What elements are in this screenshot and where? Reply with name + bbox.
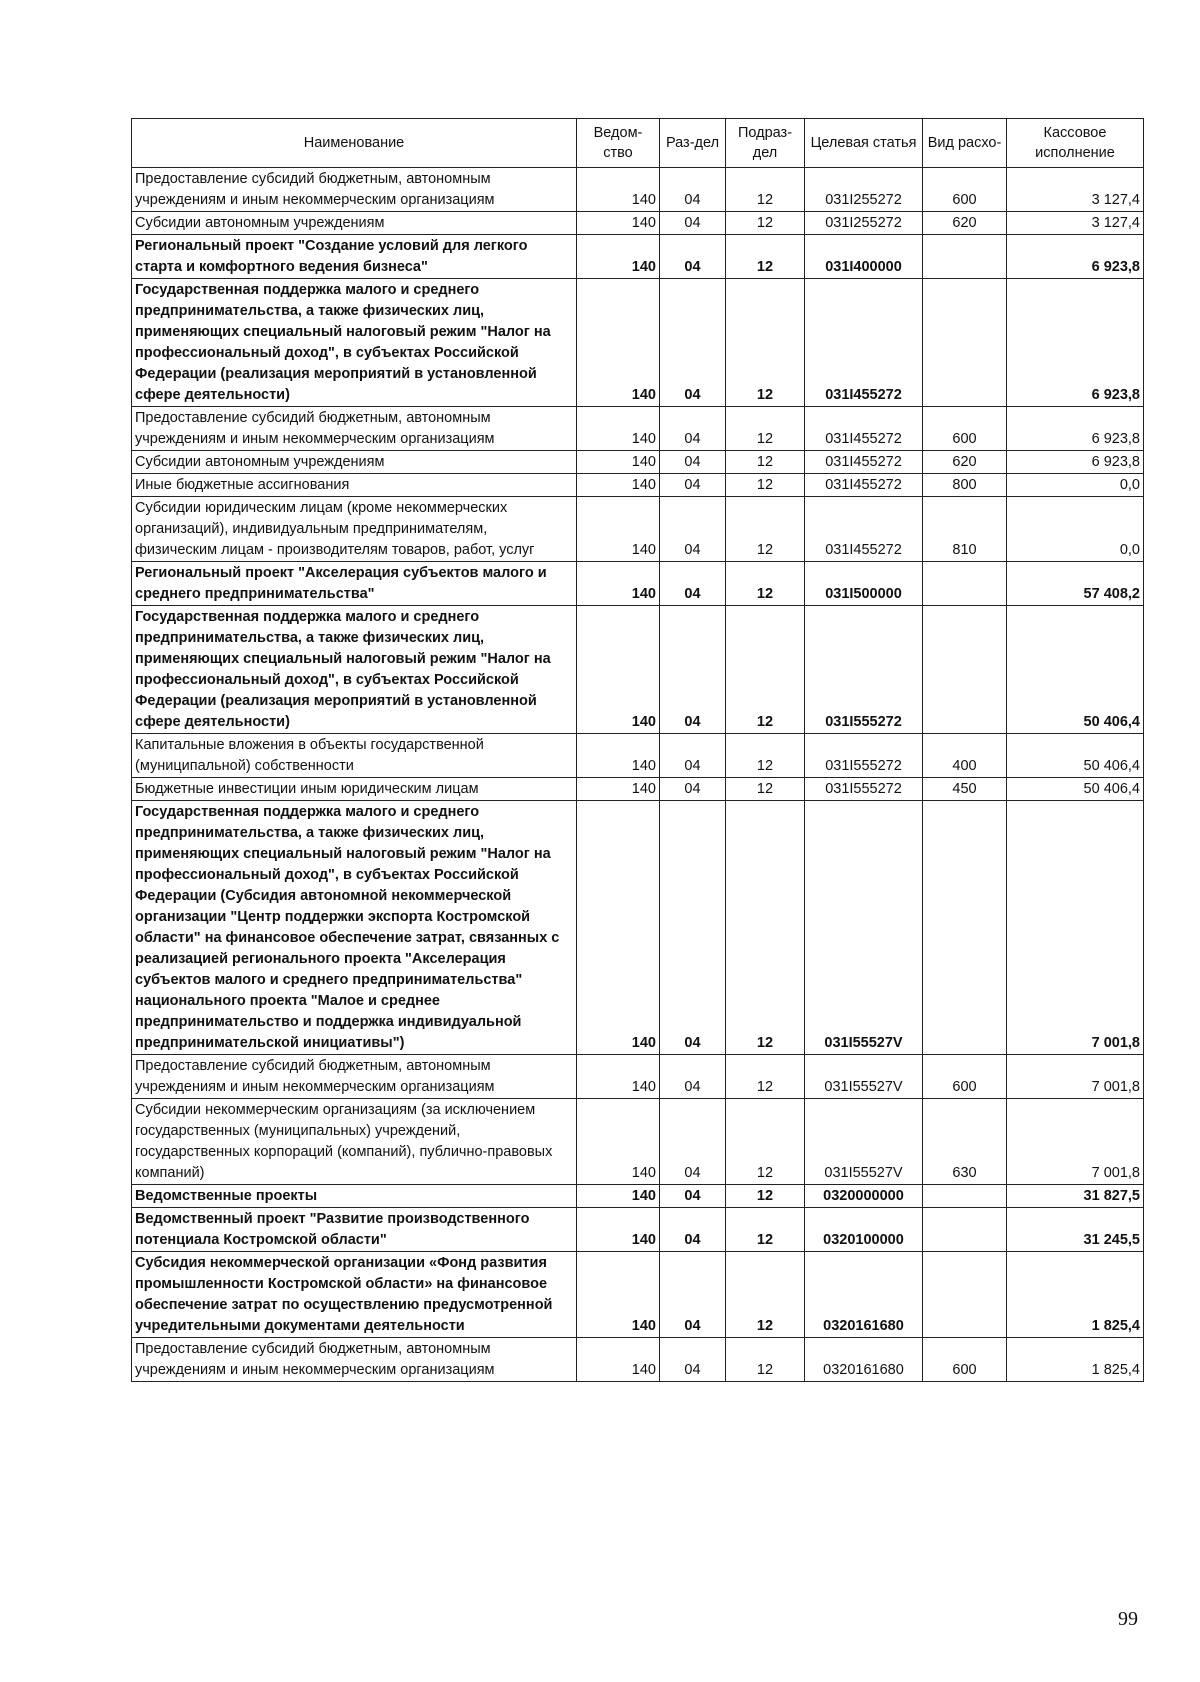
cell-name: Государственная поддержка малого и среднего предпринимательства, а также физических лиц, применяющих специальный налоговый режим "Налог на профессиональный доход", в субъектах Российской Федерации (реализация мероприятий в установленной сфере деятельности): [132, 606, 577, 734]
cell-cash-execution: 1 825,4: [1007, 1338, 1144, 1382]
page-number: 99: [1118, 1608, 1138, 1630]
table-row: [132, 235, 1144, 279]
cell-cash-execution: 6 923,8: [1007, 407, 1144, 451]
cell-ved: 140: [577, 1338, 660, 1382]
table-row: [132, 407, 1144, 451]
cell-ved: 140: [577, 801, 660, 1055]
table-header-row: [132, 119, 1144, 168]
cell-ved: 140: [577, 606, 660, 734]
cell-target-article: 031I555272: [805, 606, 923, 734]
cell-target-article: 031I55527V: [805, 1099, 923, 1185]
cell-cash-execution: 0,0: [1007, 474, 1144, 497]
header-target-article: Целевая статья: [805, 119, 923, 168]
cell-podrazdel: 12: [726, 212, 805, 235]
cell-name: Субсидии некоммерческим организациям (за исключением государственных (муниципальных) учреждений, государственных корпораций (компаний), публично-правовых компаний): [132, 1099, 577, 1185]
cell-razdel: 04: [660, 1099, 726, 1185]
cell-name: Региональный проект "Создание условий для легкого старта и комфортного ведения бизнеса": [132, 235, 577, 279]
cell-expense-type: 620: [923, 451, 1007, 474]
cell-ved: 140: [577, 212, 660, 235]
cell-ved: 140: [577, 1252, 660, 1338]
cell-podrazdel: 12: [726, 778, 805, 801]
cell-razdel: 04: [660, 562, 726, 606]
cell-cash-execution: 7 001,8: [1007, 801, 1144, 1055]
cell-cash-execution: 6 923,8: [1007, 235, 1144, 279]
cell-cash-execution: 3 127,4: [1007, 212, 1144, 235]
cell-podrazdel: 12: [726, 474, 805, 497]
cell-name: Ведомственные проекты: [132, 1185, 577, 1208]
cell-name: Капитальные вложения в объекты государственной (муниципальной) собственности: [132, 734, 577, 778]
cell-ved: 140: [577, 1099, 660, 1185]
cell-cash-execution: 7 001,8: [1007, 1055, 1144, 1099]
table-row: [132, 1338, 1144, 1382]
table-row: [132, 1208, 1144, 1252]
header-name: Наименование: [132, 119, 577, 168]
cell-name: Субсидии автономным учреждениям: [132, 451, 577, 474]
cell-expense-type: [923, 606, 1007, 734]
cell-name: Предоставление субсидий бюджетным, автономным учреждениям и иным некоммерческим организациям: [132, 168, 577, 212]
cell-target-article: 031I255272: [805, 168, 923, 212]
cell-cash-execution: 0,0: [1007, 497, 1144, 562]
cell-cash-execution: 50 406,4: [1007, 734, 1144, 778]
cell-target-article: 031I455272: [805, 279, 923, 407]
cell-expense-type: [923, 279, 1007, 407]
cell-expense-type: [923, 1185, 1007, 1208]
table-row: [132, 778, 1144, 801]
table-row: [132, 474, 1144, 497]
cell-razdel: 04: [660, 279, 726, 407]
cell-name: Бюджетные инвестиции иным юридическим лицам: [132, 778, 577, 801]
cell-cash-execution: 57 408,2: [1007, 562, 1144, 606]
cell-cash-execution: 7 001,8: [1007, 1099, 1144, 1185]
cell-ved: 140: [577, 474, 660, 497]
cell-expense-type: [923, 235, 1007, 279]
cell-razdel: 04: [660, 1252, 726, 1338]
cell-podrazdel: 12: [726, 734, 805, 778]
cell-ved: 140: [577, 497, 660, 562]
cell-podrazdel: 12: [726, 279, 805, 407]
cell-razdel: 04: [660, 801, 726, 1055]
table-row: [132, 1252, 1144, 1338]
cell-ved: 140: [577, 562, 660, 606]
cell-ved: 140: [577, 279, 660, 407]
cell-target-article: 031I400000: [805, 235, 923, 279]
cell-podrazdel: 12: [726, 1252, 805, 1338]
cell-expense-type: 600: [923, 1338, 1007, 1382]
header-cash-execution: Кассовое исполнение: [1007, 119, 1144, 168]
cell-name: Субсидия некоммерческой организации «Фонд развития промышленности Костромской области» на финансовое обеспечение затрат по осуществлению предусмотренной учредительными документами деятельности: [132, 1252, 577, 1338]
cell-target-article: 031I555272: [805, 778, 923, 801]
cell-cash-execution: 31 827,5: [1007, 1185, 1144, 1208]
header-razdel: Раз-дел: [660, 119, 726, 168]
cell-razdel: 04: [660, 407, 726, 451]
cell-razdel: 04: [660, 497, 726, 562]
cell-podrazdel: 12: [726, 168, 805, 212]
table-row: [132, 168, 1144, 212]
cell-cash-execution: 50 406,4: [1007, 778, 1144, 801]
cell-target-article: 0320000000: [805, 1185, 923, 1208]
budget-table: [131, 118, 1144, 1382]
cell-razdel: 04: [660, 168, 726, 212]
cell-name: Региональный проект "Акселерация субъектов малого и среднего предпринимательства": [132, 562, 577, 606]
cell-podrazdel: 12: [726, 1099, 805, 1185]
cell-cash-execution: 6 923,8: [1007, 451, 1144, 474]
table-row: [132, 451, 1144, 474]
table-row: [132, 1185, 1144, 1208]
table-row: [132, 1055, 1144, 1099]
cell-name: Государственная поддержка малого и среднего предпринимательства, а также физических лиц, применяющих специальный налоговый режим "Налог на профессиональный доход", в субъектах Российской Федерации (реализация мероприятий в установленной сфере деятельности): [132, 279, 577, 407]
cell-podrazdel: 12: [726, 1055, 805, 1099]
table-row: [132, 734, 1144, 778]
cell-name: Иные бюджетные ассигнования: [132, 474, 577, 497]
cell-ved: 140: [577, 407, 660, 451]
cell-podrazdel: 12: [726, 1338, 805, 1382]
table-row: [132, 801, 1144, 1055]
cell-expense-type: [923, 1252, 1007, 1338]
cell-expense-type: 600: [923, 407, 1007, 451]
cell-ved: 140: [577, 235, 660, 279]
cell-expense-type: 800: [923, 474, 1007, 497]
cell-ved: 140: [577, 1185, 660, 1208]
header-podrazdel: Подраз-дел: [726, 119, 805, 168]
cell-name: Предоставление субсидий бюджетным, автономным учреждениям и иным некоммерческим организациям: [132, 1338, 577, 1382]
cell-podrazdel: 12: [726, 1185, 805, 1208]
cell-podrazdel: 12: [726, 407, 805, 451]
cell-razdel: 04: [660, 1208, 726, 1252]
table-row: [132, 279, 1144, 407]
cell-razdel: 04: [660, 474, 726, 497]
cell-target-article: 0320161680: [805, 1338, 923, 1382]
cell-name: Государственная поддержка малого и среднего предпринимательства, а также физических лиц, применяющих специальный налоговый режим "Налог на профессиональный доход", в субъектах Российской Федерации (Субсидия автономной некоммерческой организации "Центр поддержки экспорта Костромской области" на финансовое обеспечение затрат, связанных с реализацией регионального проекта "Акселерация субъектов малого и среднего предпринимательства" национального проекта "Малое и среднее предпринимательство и поддержка индивидуальной предпринимательской инициативы"): [132, 801, 577, 1055]
cell-target-article: 031I55527V: [805, 1055, 923, 1099]
cell-razdel: 04: [660, 778, 726, 801]
cell-cash-execution: 1 825,4: [1007, 1252, 1144, 1338]
table-row: [132, 1099, 1144, 1185]
cell-name: Субсидии юридическим лицам (кроме некоммерческих организаций), индивидуальным предпринимателям, физическим лицам - производителям товаров, работ, услуг: [132, 497, 577, 562]
cell-expense-type: 400: [923, 734, 1007, 778]
cell-target-article: 031I55527V: [805, 801, 923, 1055]
cell-ved: 140: [577, 451, 660, 474]
cell-podrazdel: 12: [726, 801, 805, 1055]
cell-razdel: 04: [660, 235, 726, 279]
cell-podrazdel: 12: [726, 451, 805, 474]
cell-target-article: 031I255272: [805, 212, 923, 235]
cell-podrazdel: 12: [726, 1208, 805, 1252]
cell-podrazdel: 12: [726, 497, 805, 562]
cell-expense-type: [923, 801, 1007, 1055]
cell-cash-execution: 3 127,4: [1007, 168, 1144, 212]
cell-ved: 140: [577, 168, 660, 212]
cell-expense-type: 600: [923, 168, 1007, 212]
header-expense-type: Вид расхо-: [923, 119, 1007, 168]
cell-expense-type: [923, 1208, 1007, 1252]
cell-cash-execution: 6 923,8: [1007, 279, 1144, 407]
cell-razdel: 04: [660, 451, 726, 474]
cell-expense-type: 600: [923, 1055, 1007, 1099]
cell-target-article: 031I500000: [805, 562, 923, 606]
cell-ved: 140: [577, 734, 660, 778]
cell-expense-type: 810: [923, 497, 1007, 562]
table-row: [132, 606, 1144, 734]
cell-target-article: 0320100000: [805, 1208, 923, 1252]
header-ved: Ведом-ство: [577, 119, 660, 168]
table-row: [132, 562, 1144, 606]
cell-name: Субсидии автономным учреждениям: [132, 212, 577, 235]
cell-name: Предоставление субсидий бюджетным, автономным учреждениям и иным некоммерческим организациям: [132, 1055, 577, 1099]
cell-target-article: 031I455272: [805, 497, 923, 562]
cell-cash-execution: 50 406,4: [1007, 606, 1144, 734]
cell-razdel: 04: [660, 734, 726, 778]
cell-razdel: 04: [660, 606, 726, 734]
cell-podrazdel: 12: [726, 606, 805, 734]
cell-name: Ведомственный проект "Развитие производственного потенциала Костромской области": [132, 1208, 577, 1252]
table-row: [132, 212, 1144, 235]
cell-target-article: 031I455272: [805, 474, 923, 497]
table-row: [132, 497, 1144, 562]
cell-expense-type: [923, 562, 1007, 606]
cell-target-article: 031I455272: [805, 451, 923, 474]
cell-ved: 140: [577, 1055, 660, 1099]
cell-ved: 140: [577, 1208, 660, 1252]
cell-razdel: 04: [660, 212, 726, 235]
cell-cash-execution: 31 245,5: [1007, 1208, 1144, 1252]
cell-expense-type: 620: [923, 212, 1007, 235]
cell-razdel: 04: [660, 1055, 726, 1099]
cell-target-article: 031I555272: [805, 734, 923, 778]
cell-ved: 140: [577, 778, 660, 801]
cell-target-article: 031I455272: [805, 407, 923, 451]
cell-podrazdel: 12: [726, 562, 805, 606]
cell-razdel: 04: [660, 1185, 726, 1208]
cell-expense-type: 450: [923, 778, 1007, 801]
table-body: [132, 168, 1144, 1382]
cell-razdel: 04: [660, 1338, 726, 1382]
cell-podrazdel: 12: [726, 235, 805, 279]
cell-target-article: 0320161680: [805, 1252, 923, 1338]
cell-name: Предоставление субсидий бюджетным, автономным учреждениям и иным некоммерческим организациям: [132, 407, 577, 451]
cell-expense-type: 630: [923, 1099, 1007, 1185]
